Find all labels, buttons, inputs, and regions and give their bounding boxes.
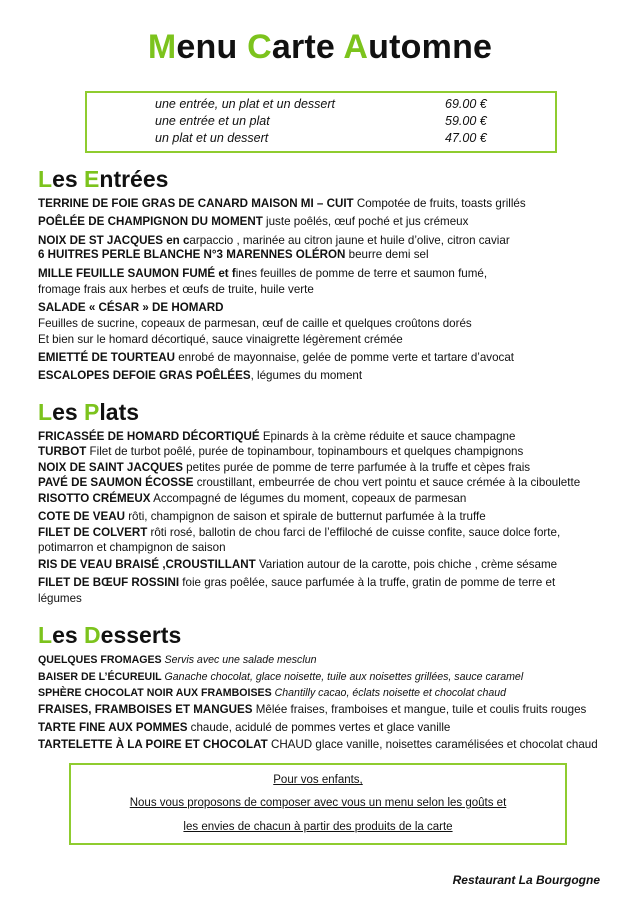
menu-item: MILLE FEUILLE SAUMON FUMÉ et fines feuilles de pomme de terre et saumon fumé, [38, 267, 488, 280]
menu-item: TARTE FINE AUX POMMES chaude, acidulé de pommes vertes et glace vanille [38, 721, 451, 734]
menu-item: ESCALOPES DEFOIE GRAS POÊLÉES, légumes du moment [38, 369, 363, 382]
menu-title: Menu Carte Automne [147, 28, 493, 66]
menu-item: BAISER DE L’ÉCUREUIL Ganache chocolat, glace noisette, tuile aux noisettes grillées, sauce caramel [38, 671, 524, 683]
menu-item: POÊLÉE DE CHAMPIGNON DU MOMENT juste poêlés, œuf poché et jus crémeux [38, 215, 469, 228]
section-heading-plats: Les Plats [38, 399, 140, 425]
menu-item: PAVÉ DE SAUMON ÉCOSSE croustillant, embeurrée de chou vert pointu et sauce crémée à la ciboulette [38, 476, 581, 489]
menu-item-continued: fromage frais aux herbes et œufs de truite, huile verte [38, 283, 314, 296]
menu-item: TERRINE DE FOIE GRAS DE CANARD MAISON MI – CUIT Compotée de fruits, toasts grillés [38, 197, 526, 210]
menu-item: TARTELETTE À LA POIRE ET CHOCOLAT CHAUD glace vanille, noisettes caramélisées et chocolat chaud [38, 738, 598, 751]
kids-heading: Pour vos enfants, [273, 774, 363, 786]
menu-item-continued: potimarron et champignon de saison [38, 541, 226, 554]
menu-item: QUELQUES FROMAGES Servis avec une salade mesclun [38, 654, 317, 666]
menu-item-continued: Et bien sur le homard décortiqué, sauce vinaigrette légèrement crémée [38, 333, 403, 346]
kids-menu-box [69, 763, 567, 845]
formula-price-box: une entrée, un plat et un dessert 69.00 € une entrée et un plat 59.00 € un plat et un dessert 47.00 € [85, 91, 557, 153]
menu-item-continued: Feuilles de sucrine, copeaux de parmesan, œuf de caille et quelques croûtons dorés [38, 317, 472, 330]
kids-text: Nous vous proposons de composer avec vous un menu selon les goûts et [129, 797, 507, 809]
menu-item: TURBOT Filet de turbot poêlé, purée de topinambour, topinambours et quelques champignons [38, 445, 524, 458]
menu-item: COTE DE VEAU rôti, champignon de saison et spirale de butternut parfumée à la truffe [38, 510, 486, 523]
menu-item: 6 HUITRES PERLE BLANCHE N°3 MARENNES OLÉRON beurre demi sel [38, 248, 429, 261]
menu-item: NOIX DE ST JACQUES en carpaccio , marinée au citron jaune et huile d’olive, citron caviar [38, 234, 510, 247]
section-heading-entrees: Les Entrées [38, 166, 169, 192]
menu-item: FILET DE BŒUF ROSSINI foie gras poêlée, sauce parfumée à la truffe, gratin de pomme de terre et [38, 576, 556, 589]
menu-item: FRAISES, FRAMBOISES ET MANGUES Mêlée fraises, framboises et mangue, tuile et coulis fruits rouges [38, 703, 587, 716]
menu-item: NOIX DE SAINT JACQUES petites purée de pomme de terre parfumée à la truffe et cèpes frais [38, 461, 531, 474]
menu-item: RIS DE VEAU BRAISÉ ,CROUSTILLANT Variation autour de la carotte, pois chiche , crème sésame [38, 558, 558, 571]
menu-item: SPHÈRE CHOCOLAT NOIR AUX FRAMBOISES Chantilly cacao, éclats noisette et chocolat chaud [38, 687, 507, 699]
menu-item: SALADE « CÉSAR » DE HOMARD [38, 301, 224, 314]
menu-item-continued: légumes [38, 592, 82, 605]
kids-text: les envies de chacun à partir des produits de la carte [183, 821, 453, 833]
menu-item: RISOTTO CRÉMEUX Accompagné de légumes du moment, copeaux de parmesan [38, 492, 467, 505]
restaurant-signature: Restaurant La Bourgogne [452, 873, 600, 887]
menu-item: FRICASSÉE DE HOMARD DÉCORTIQUÉ Epinards à la crème réduite et sauce champagne [38, 430, 516, 443]
menu-item: FILET DE COLVERT rôti rosé, ballotin de chou farci de l’effiloché de cuisse confite, sauce dolce forte, [38, 526, 561, 539]
section-heading-desserts: Les Desserts [38, 622, 182, 648]
menu-item: EMIETTÉ DE TOURTEAU enrobé de mayonnaise, gelée de pomme verte et tartare d’avocat [38, 351, 514, 364]
